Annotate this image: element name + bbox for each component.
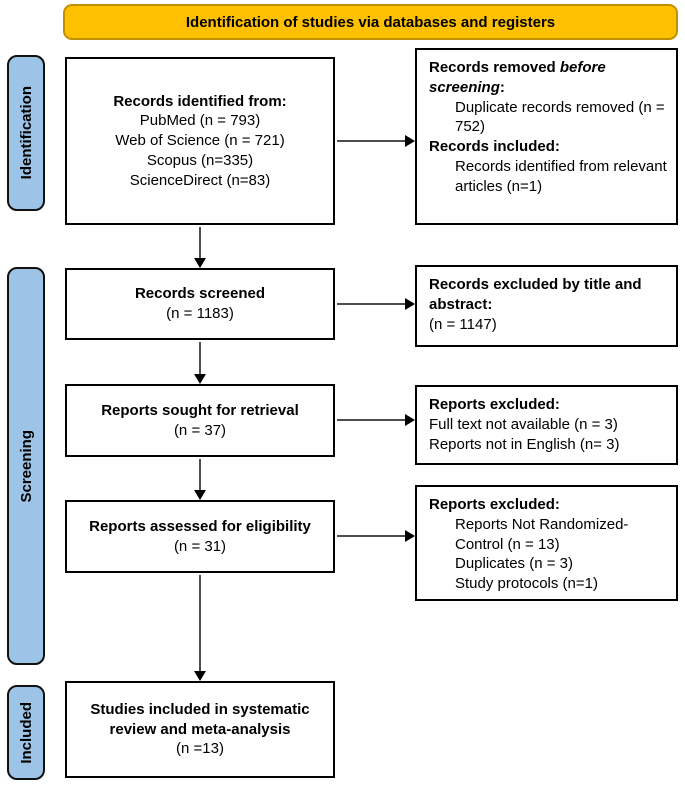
records-screened-box [65, 268, 335, 340]
not-randomized-item: Reports Not Randomized-Control (n = 13) [455, 515, 629, 553]
relevant-articles-item: Records identified from relevant articles (n=1) [455, 157, 667, 195]
stage-screening-label: Screening [17, 429, 35, 503]
reports-sought-title: Reports sought for retrieval [101, 401, 299, 419]
records-excluded-heading: Records excluded by title and abstract: [429, 276, 642, 313]
records-screened-count: (n = 1183) [166, 305, 234, 322]
records-screened-title: Records screened [134, 285, 266, 303]
arrow-right-box2-to-rbox2 [337, 303, 406, 305]
records-removed-heading-prefix: Records removed [429, 59, 560, 76]
records-identified-sciencedirect: ScienceDirect (n=83) [129, 171, 271, 189]
studies-included-count: (n =13) [176, 740, 224, 758]
reports-assessed-count: (n = 31) [173, 537, 227, 555]
stage-screening [7, 267, 45, 665]
records-removed-heading-italic: before screening [429, 59, 606, 96]
arrow-down-box1-to-box2 [199, 227, 201, 259]
records-removed-heading [429, 58, 668, 98]
records-identified-pubmed: PubMed (n = 793) [139, 112, 261, 130]
arrow-down-box4-to-box5 [199, 575, 201, 672]
records-removed-box [415, 48, 678, 225]
records-identified-title: Records identified from: [113, 92, 287, 110]
records-identified-wos: Web of Science (n = 721) [115, 132, 285, 150]
arrow-right-box3-to-rbox3 [337, 419, 406, 421]
duplicates-item: Duplicates (n = 3) [455, 555, 573, 573]
arrow-down-box2-to-box3 [199, 342, 201, 375]
reports-assessed-title: Reports assessed for eligibility [89, 517, 311, 535]
arrow-right-box4-to-rbox4 [337, 535, 406, 537]
stage-included-label: Included [17, 701, 35, 764]
records-included-heading: Records included: [429, 138, 560, 156]
records-identified-box [65, 57, 335, 225]
reports-sought-count: (n = 37) [173, 421, 227, 439]
reports-excluded-eligibility-heading: Reports excluded: [429, 496, 560, 513]
records-excluded-count: (n = 1147) [429, 315, 497, 333]
reports-excluded-retrieval-heading: Reports excluded: [429, 396, 560, 413]
stage-included [7, 685, 45, 780]
duplicates-removed-item: Duplicate records removed (n = 752) [455, 98, 665, 136]
arrow-down-box3-to-box4 [199, 459, 201, 491]
studies-included-box [65, 681, 335, 778]
reports-excluded-retrieval-box [415, 385, 678, 465]
records-excluded-box [415, 265, 678, 347]
arrow-right-box1-to-rbox1 [337, 140, 406, 142]
stage-identification [7, 55, 45, 211]
reports-excluded-eligibility-box [415, 485, 678, 601]
full-text-unavailable-item: Full text not available (n = 3) [429, 415, 618, 433]
banner [63, 4, 678, 40]
study-protocols-item: Study protocols (n=1) [455, 575, 598, 593]
not-english-item: Reports not in English (n= 3) [429, 435, 620, 453]
stage-identification-label: Identification [17, 86, 35, 180]
reports-sought-box [65, 384, 335, 457]
records-identified-scopus: Scopus (n=335) [146, 151, 254, 169]
studies-included-title: Studies included in systematic review and meta-analysis [90, 700, 310, 738]
banner-title: Identification of studies via databases and registers [185, 13, 556, 31]
records-removed-heading-colon: : [499, 78, 505, 96]
reports-assessed-box [65, 500, 335, 573]
